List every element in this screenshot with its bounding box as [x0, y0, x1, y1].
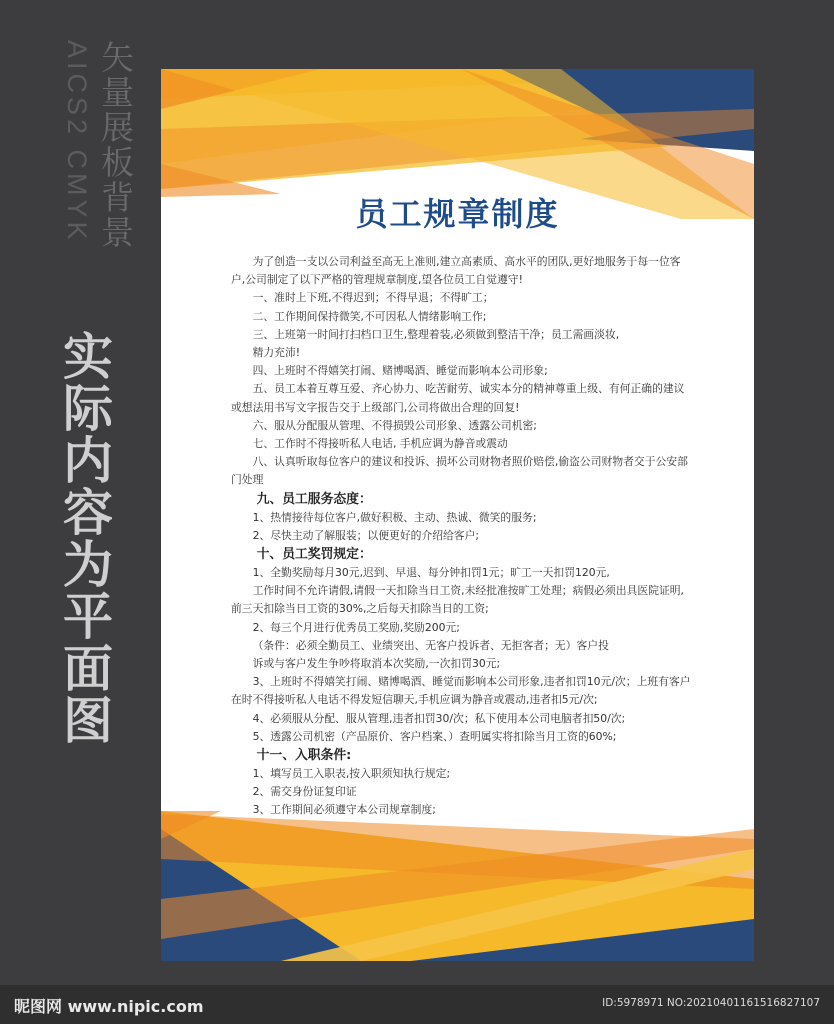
rule-item: 一、准时上下班,不得迟到；不得早退；不得旷工；: [252, 291, 494, 305]
poster-board: [161, 69, 754, 961]
rule-item: 六、服从分配服从管理、不得损毁公司形象、透露公司机密;: [252, 418, 537, 432]
site-logo: 昵图网 www.nipic.com: [14, 997, 204, 1016]
document-body: [231, 253, 691, 820]
intro-paragraph: 为了创造一支以公司利益至高无上准则,建立高素质、高水平的团队,更好地服务于每一位客户,公司制定了以下严格的管理规章制度,望各位员工自觉遵守!: [231, 255, 681, 287]
rule-item: 七、工作时不得接听私人电话, 手机应调为静音或震动: [252, 437, 508, 451]
rule-item: 五、员工本着互尊互爱、齐心协力、吃苦耐劳、诚实本分的精神尊重上级、有何正确的建议或想法用书写文字报告交于上级部门,公司将做出合理的回复!: [231, 382, 685, 414]
rule-item: 三、上班第一时间打扫档口卫生,整理着装,必须做到整洁干净；员工需画淡妆,: [252, 327, 620, 341]
rule-item: 八、认真听取每位客户的建议和投诉、损坏公司财物者照价赔偿,偷盗公司财物者交于公安部门处理: [231, 455, 688, 487]
section-10-item: 4、必须服从分配、服从管理,违者扣罚30/次；私下使用本公司电脑者扣50/次;: [252, 711, 626, 725]
rule-item: 精力充沛!: [252, 346, 301, 360]
watermark-footer: [0, 985, 834, 1024]
section-9-heading: 九、员工服务态度：: [256, 491, 372, 507]
section-9-item: 1、热情接待每位客户,做好积极、主动、热诚、微笑的服务;: [252, 510, 537, 524]
section-10-item: 诉或与客户发生争吵将取消本次奖励,一次扣罚30元;: [252, 657, 501, 671]
section-11-item: 3、工作期间必须遵守本公司规章制度;: [252, 803, 436, 817]
section-9-item: 2、尽快主动了解服装；以便更好的介绍给客户;: [252, 528, 480, 542]
document-title: 员工规章制度: [355, 195, 560, 233]
section-10-item: （条件：必须全勤员工、业绩突出、无客户投诉者、无拒客者；无）客户投: [252, 638, 609, 652]
section-10-item: 5、透露公司机密（产品原价、客户档案、）查明属实将扣除当月工资的60%;: [252, 729, 617, 743]
image-id-text: ID:5978971 NO:20210401161516827107: [602, 997, 820, 1009]
rule-item: 二、工作期间保持微笑,不可因私人情绪影响工作;: [252, 309, 487, 323]
section-11-item: 1、填写员工入职表,按入职须知执行规定;: [252, 767, 451, 781]
rule-item: 四、上班时不得嬉笑打闹、赌博喝酒、睡觉而影响本公司形象;: [252, 364, 548, 378]
side-subtitle-vertical: AICS2 CMYK: [62, 40, 92, 244]
section-10-heading: 十、员工奖罚规定：: [256, 547, 372, 563]
section-10-item: 2、每三个月进行优秀员工奖励,奖励200元;: [252, 620, 460, 634]
section-10-item: 1、全勤奖励每月30元,迟到、早退、每分钟扣罚1元；旷工一天扣罚120元,: [252, 566, 610, 580]
section-10-item: 工作时间不允许请假,请假一天扣除当日工资,未经批准按旷工处理；病假必须出具医院证明,前三天扣除当日工资的30%,之后每天扣除当日的工资;: [231, 584, 684, 616]
side-title-vertical: 矢量展板背景: [96, 40, 135, 250]
section-11-item: 2、需交身份证复印证: [252, 785, 357, 799]
section-11-heading: 十一、入职条件:: [256, 748, 352, 764]
side-main-caption: 实际内容为平面图: [55, 330, 113, 746]
section-10-item: 3、上班时不得嬉笑打闹、赌博喝酒、睡觉而影响本公司形象,违者扣罚10元/次；上班有客户在时不得接听私人电话不得发短信聊天,手机应调为静音或震动,违者扣5元/次;: [231, 675, 691, 707]
